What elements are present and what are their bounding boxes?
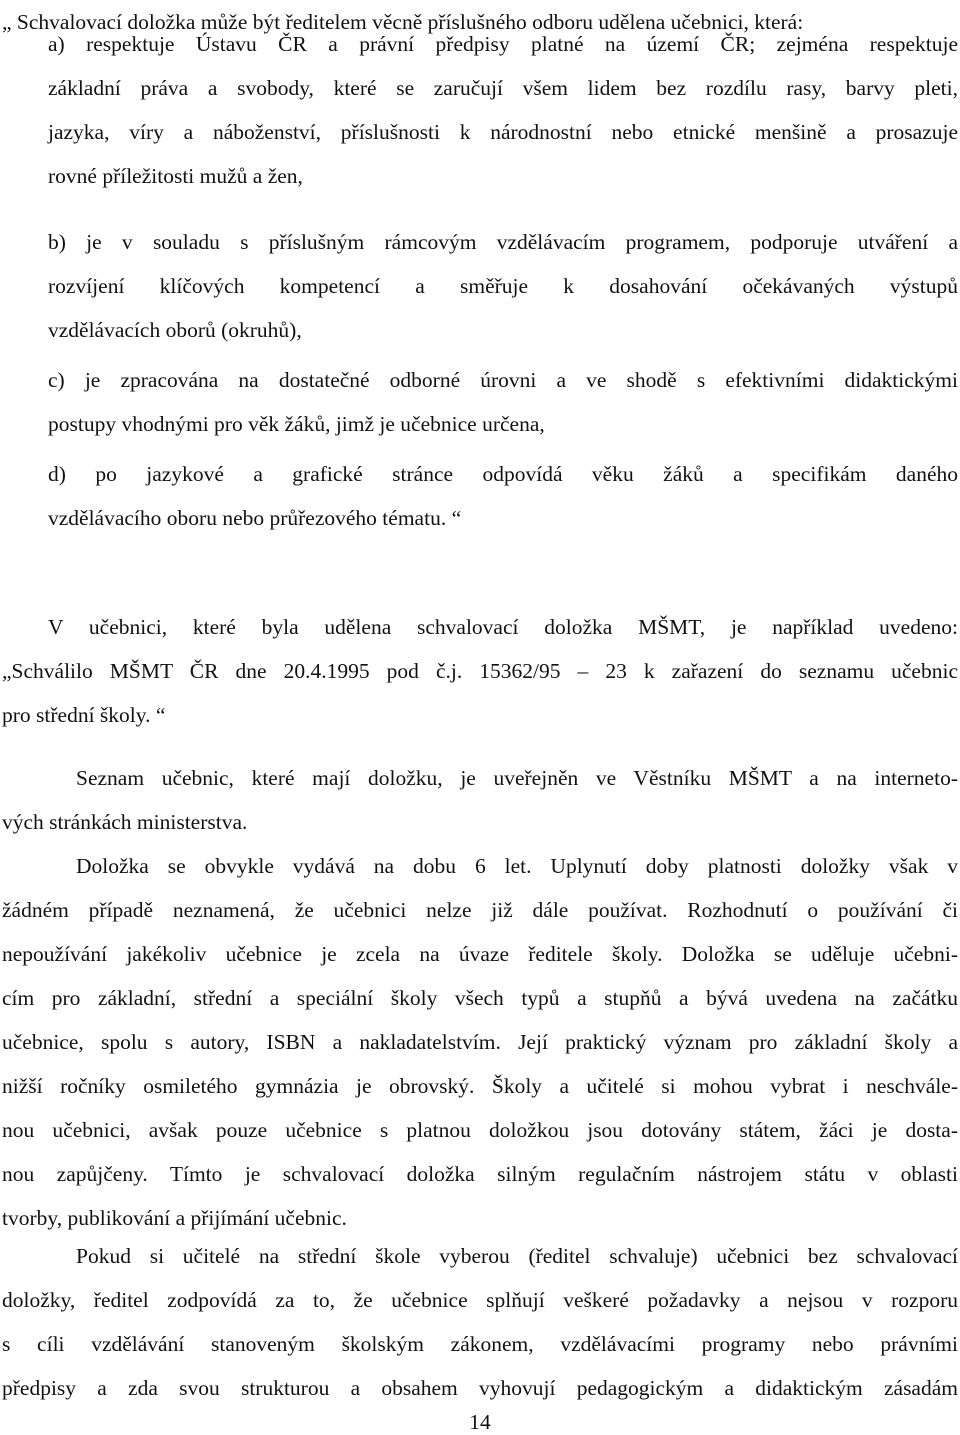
- list-line: c) je zpracována na dostatečné odborné úrovni a ve shodě s efektivními didaktickými: [48, 368, 958, 392]
- list-line: a) respektuje Ústavu ČR a právní předpisy platné na území ČR; zejména respektuje: [48, 32, 958, 56]
- paragraph-line: nižší ročníky osmiletého gymnázia je obrovský. Školy a učitelé si mohou vybrat i neschvále-: [2, 1074, 958, 1098]
- list-line: vzdělávacích oborů (okruhů),: [48, 318, 302, 342]
- page-number: 14: [469, 1410, 491, 1434]
- paragraph-validity: [2, 844, 958, 1240]
- paragraph-register: [2, 756, 958, 844]
- list-line: b) je v souladu s příslušným rámcovým vzdělávacím programem, podporuje utváření a: [48, 230, 958, 254]
- paragraph-secondary-school: [2, 1234, 958, 1410]
- paragraph-line: V učebnici, které byla udělena schvalovací doložka MŠMT, je například uvedeno:: [48, 615, 958, 639]
- list-line: vzdělávacího oboru nebo průřezového tématu. “: [48, 506, 462, 530]
- paragraph-line: Doložka se obvykle vydává na dobu 6 let. Uplynutí doby platnosti doložky však v: [76, 854, 958, 878]
- list-line: postupy vhodnými pro věk žáků, jimž je učebnice určena,: [48, 412, 545, 436]
- paragraph-line: cím pro základní, střední a speciální školy všech typů a stupňů a bývá uvedena na začátku: [2, 986, 958, 1010]
- list-line: rovné příležitosti mužů a žen,: [48, 164, 303, 188]
- paragraph-line: učebnice, spolu s autory, ISBN a nakladatelstvím. Její praktický význam pro základní školy a: [2, 1030, 958, 1054]
- intro-line: „ Schvalovací doložka může být ředitelem věcně příslušného odboru udělena učebnici, která:: [2, 10, 804, 34]
- list-item-b: [48, 220, 958, 352]
- list-line: jazyka, víry a náboženství, příslušnosti k národnostní nebo etnické menšině a prosazuje: [48, 120, 958, 144]
- paragraph-line: nou učebnici, avšak pouze učebnice s platnou doložkou jsou dotovány státem, žáci je dosta-: [2, 1118, 958, 1142]
- paragraph-line: nepoužívání jakékoliv učebnice je zcela na úvaze ředitele školy. Doložka se uděluje učebni-: [2, 942, 958, 966]
- paragraph-line: předpisy a zda svou strukturou a obsahem vyhovují pedagogickým a didaktickým zásadám: [2, 1376, 958, 1400]
- example-paragraph: [2, 605, 958, 737]
- paragraph-line: s cíli vzdělávání stanoveným školským zákonem, vzdělávacími programy nebo právními: [2, 1332, 958, 1356]
- list-line: rozvíjení klíčových kompetencí a směřuje k dosahování očekávaných výstupů: [48, 274, 958, 298]
- paragraph-line: vých stránkách ministerstva.: [2, 810, 248, 834]
- paragraph-line: pro střední školy. “: [2, 703, 166, 727]
- paragraph-line: tvorby, publikování a přijímání učebnic.: [2, 1206, 347, 1230]
- list-item-c: [48, 358, 958, 446]
- paragraph-line: žádném případě neznamená, že učebnici nelze již dále používat. Rozhodnutí o používání či: [2, 898, 958, 922]
- paragraph-line: Pokud si učitelé na střední škole vyberou (ředitel schvaluje) učebnici bez schvalovací: [76, 1244, 958, 1268]
- list-item-a: [48, 22, 958, 198]
- list-item-d: [48, 452, 958, 540]
- list-line: základní práva a svobody, které se zaručují všem lidem bez rozdílu rasy, barvy pleti,: [48, 76, 958, 100]
- list-line: d) po jazykové a grafické stránce odpovídá věku žáků a specifikám daného: [48, 462, 958, 486]
- paragraph-line: Seznam učebnic, které mají doložku, je uveřejněn ve Věstníku MŠMT a na interneto-: [76, 766, 958, 790]
- paragraph-line: „Schválilo MŠMT ČR dne 20.4.1995 pod č.j. 15362/95 – 23 k zařazení do seznamu učebnic: [2, 659, 958, 683]
- paragraph-line: nou zapůjčeny. Tímto je schvalovací doložka silným regulačním nástrojem státu v oblasti: [2, 1162, 958, 1186]
- paragraph-line: doložky, ředitel zodpovídá za to, že učebnice splňují veškeré požadavky a nejsou v rozporu: [2, 1288, 958, 1312]
